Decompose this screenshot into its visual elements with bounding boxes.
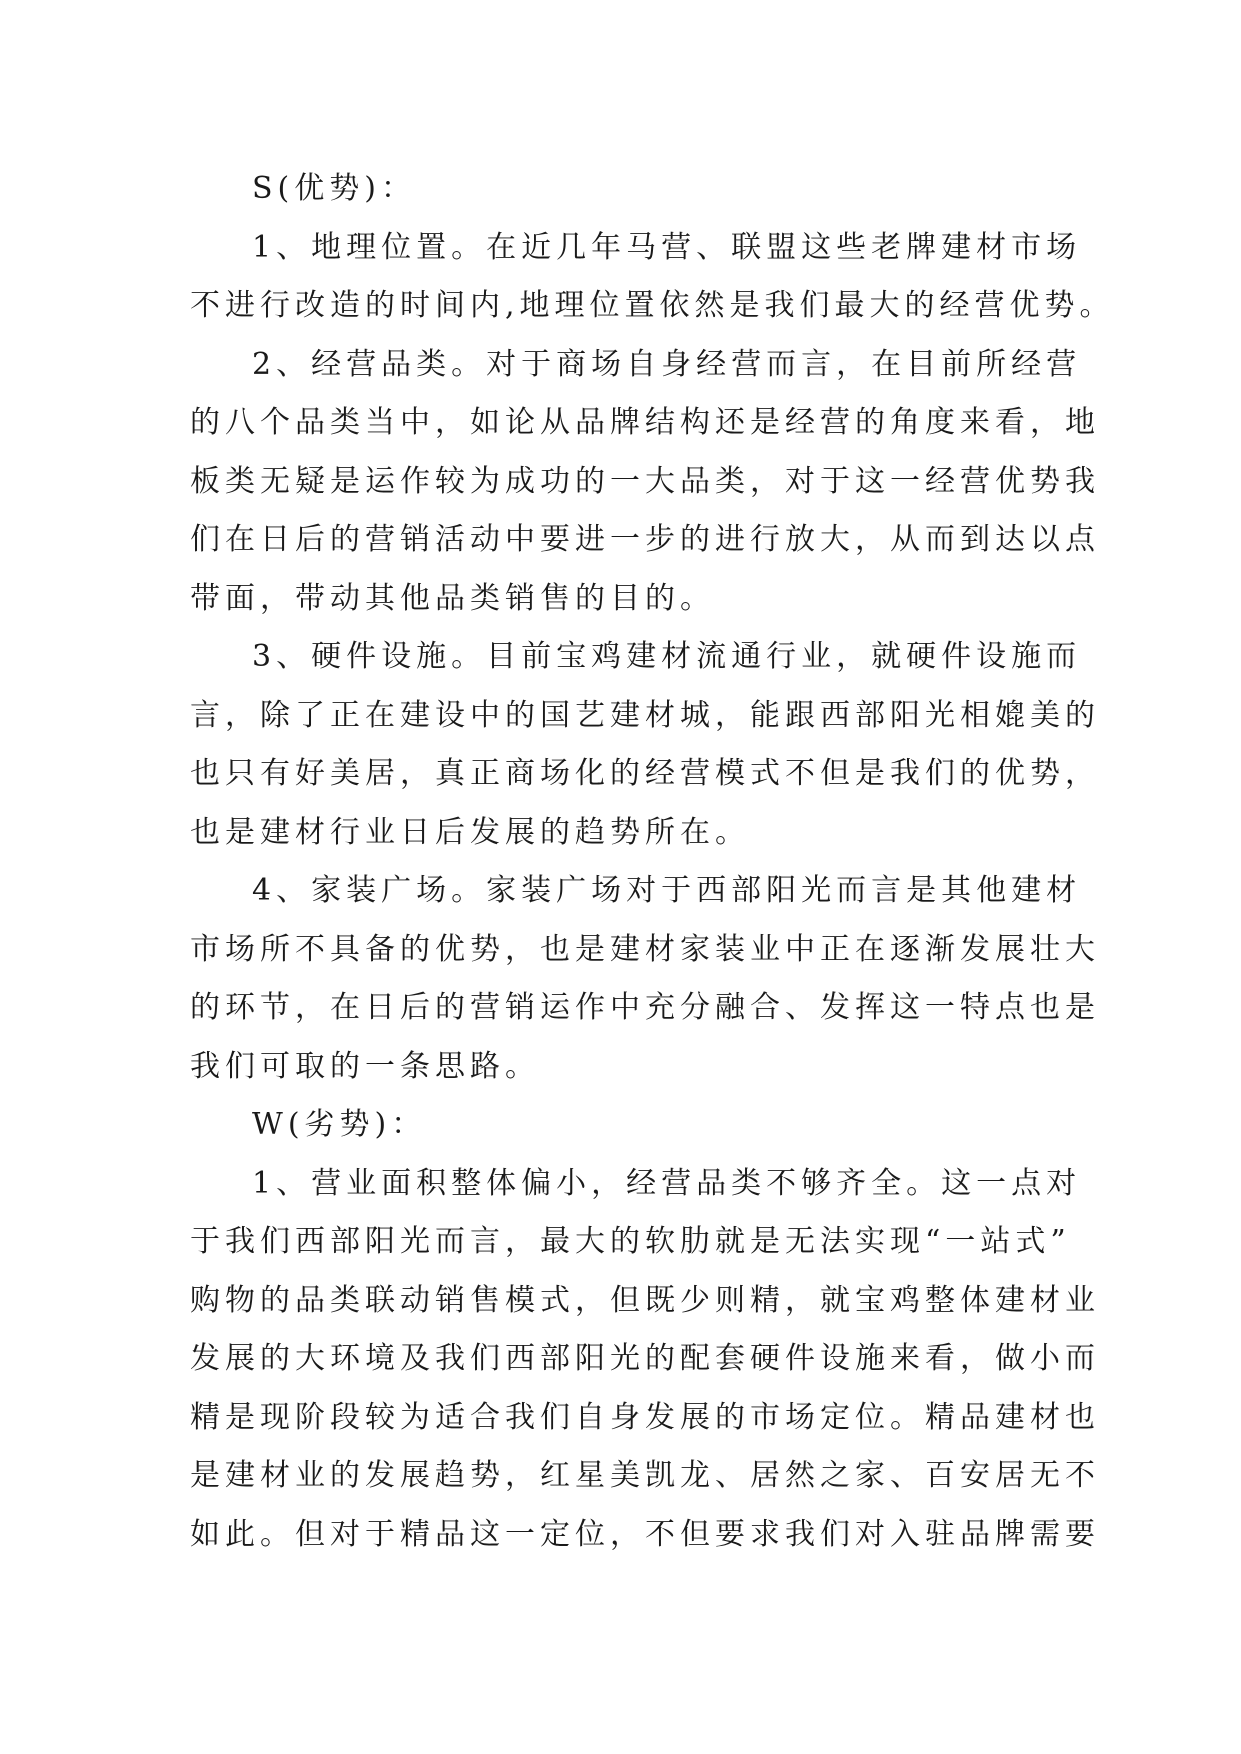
- text-line: 们在日后的营销活动中要进一步的进行放大，从而到达以点: [190, 522, 1100, 557]
- text-line: 4、家装广场。家装广场对于西部阳光而言是其他建材: [252, 873, 1082, 908]
- text-line: 于我们西部阳光而言，最大的软肋就是无法实现“一站式”: [190, 1224, 1071, 1259]
- text-line: 也是建材行业日后发展的趋势所在。: [190, 814, 750, 850]
- document-body: [190, 160, 1115, 1564]
- text-line: S(优势)：: [252, 171, 416, 206]
- text-line: 2、经营品类。对于商场自身经营而言，在目前所经营: [252, 346, 1082, 382]
- text-line: 发展的大环境及我们西部阳光的配套硬件设施来看，做小而: [190, 1341, 1100, 1376]
- text-line: 1、地理位置。在近几年马营、联盟这些老牌建材市场: [252, 229, 1082, 265]
- text-line: 板类无疑是运作较为成功的一大品类，对于这一经营优势我: [190, 463, 1100, 499]
- text-line: 1、营业面积整体偏小，经营品类不够齐全。这一点对: [252, 1165, 1082, 1201]
- text-line: 带面，带动其他品类销售的目的。: [190, 580, 715, 616]
- text-line: 不进行改造的时间内,地理位置依然是我们最大的经营优势。: [190, 288, 1115, 323]
- text-line: 的八个品类当中，如论从品牌结构还是经营的角度来看，地: [190, 405, 1100, 440]
- text-line: W(劣势)：: [252, 1107, 427, 1142]
- text-line: 购物的品类联动销售模式，但既少则精，就宝鸡整体建材业: [190, 1282, 1100, 1318]
- text-line: 言，除了正在建设中的国艺建材城，能跟西部阳光相媲美的: [190, 697, 1100, 733]
- text-line: 我们可取的一条思路。: [190, 1048, 540, 1084]
- text-line: 的环节，在日后的营销运作中充分融合、发挥这一特点也是: [190, 990, 1100, 1025]
- text-line: 是建材业的发展趋势，红星美凯龙、居然之家、百安居无不: [190, 1458, 1100, 1493]
- text-line: 也只有好美居，真正商场化的经营模式不但是我们的优势，: [190, 756, 1100, 791]
- text-line: 精是现阶段较为适合我们自身发展的市场定位。精品建材也: [190, 1399, 1100, 1435]
- text-line: 市场所不具备的优势，也是建材家装业中正在逐渐发展壮大: [190, 931, 1100, 967]
- text-line: 3、硬件设施。目前宝鸡建材流通行业，就硬件设施而: [252, 639, 1082, 674]
- text-line: 如此。但对于精品这一定位，不但要求我们对入驻品牌需要: [190, 1516, 1100, 1552]
